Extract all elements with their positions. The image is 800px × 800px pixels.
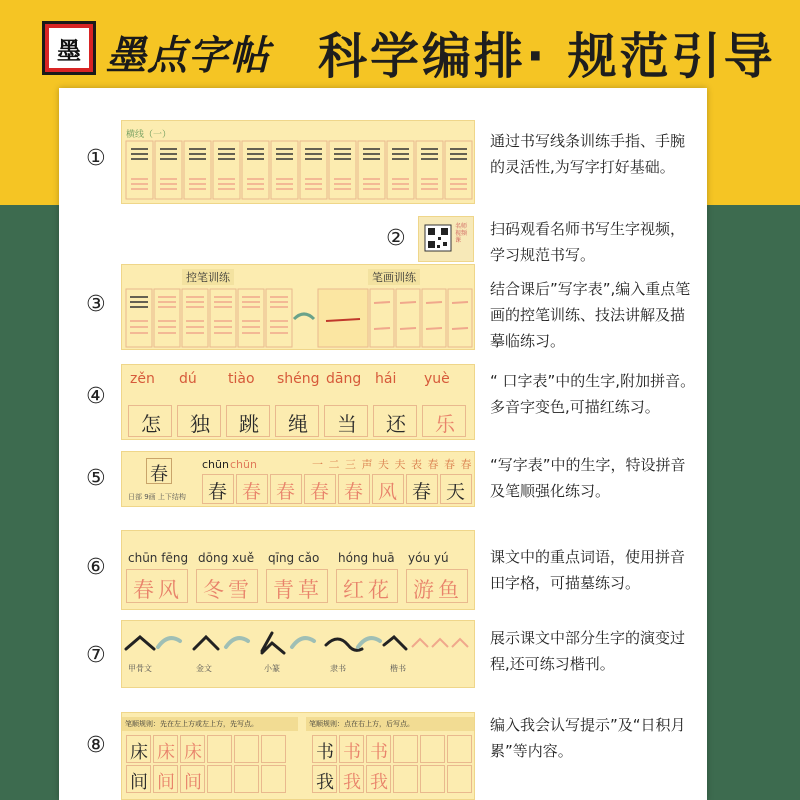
character: 独 xyxy=(190,412,210,436)
trace-line xyxy=(374,328,390,329)
trace-glyph xyxy=(432,639,448,647)
panel-title: 横线（一） xyxy=(126,130,172,140)
character: 还 xyxy=(386,412,406,436)
trace-line xyxy=(400,302,416,303)
character: 怎 xyxy=(141,412,161,436)
line-training-grid xyxy=(122,121,475,204)
pinyin-label: yuè xyxy=(424,371,450,387)
pinyin-label: dāng xyxy=(326,371,362,387)
pinyin-label: zěn xyxy=(130,371,155,387)
practice-cell xyxy=(180,765,205,793)
practice-char: 春 xyxy=(344,481,364,503)
empty-cell xyxy=(234,735,259,763)
qr-panel xyxy=(418,216,474,262)
stroke-rule-left: 笔顺规则：先在左上方或左上方，先写点。 xyxy=(122,717,298,731)
evolution-glyph xyxy=(384,637,406,649)
practice-char: 书 xyxy=(343,742,361,763)
trace-line xyxy=(426,328,442,329)
practice-char: 春 xyxy=(310,481,330,503)
character-cell xyxy=(422,405,466,437)
practice-cell xyxy=(366,765,391,793)
evolution-glyphs xyxy=(122,621,475,688)
grid-cell xyxy=(126,289,152,347)
empty-cell xyxy=(234,765,259,793)
character-cell xyxy=(128,405,172,437)
character: 绳 xyxy=(288,412,308,436)
item-description-5: “写字表”中的生字，特设拼音及笔顺强化练习。 xyxy=(490,456,686,500)
word-pinyin: dōng xuě xyxy=(198,551,255,565)
word-cell xyxy=(126,569,188,603)
word-cell xyxy=(336,569,398,603)
main-char: 春 xyxy=(150,464,168,485)
practice-char: 我 xyxy=(370,772,388,793)
practice-char: 床 xyxy=(184,742,202,763)
word-characters: 青草 xyxy=(273,578,323,602)
trace-line xyxy=(452,302,468,303)
practice-char: 书 xyxy=(370,742,388,763)
stroke-training-label: 笔画训练 xyxy=(368,269,420,285)
grid-cell xyxy=(448,289,472,347)
evolution-glyph xyxy=(194,637,218,649)
item-description-8: 编入我会认写提示”及“日积月累”等内容。 xyxy=(490,716,686,760)
practice-char: 春 xyxy=(276,481,296,503)
trace-line xyxy=(400,328,416,329)
practice-cell xyxy=(304,474,336,504)
trace-line xyxy=(426,302,442,303)
grid-cell xyxy=(396,289,420,347)
word-characters: 红花 xyxy=(343,578,393,602)
grid-cell xyxy=(154,289,180,347)
practice-cell xyxy=(312,735,337,763)
word-pinyin: hóng huā xyxy=(338,551,395,565)
grid-cell xyxy=(266,289,292,347)
item-number-5: ⑤ xyxy=(86,466,106,491)
grid-cell xyxy=(238,289,264,347)
empty-cell xyxy=(261,765,286,793)
practice-char: 书 xyxy=(316,742,334,763)
practice-cell xyxy=(366,735,391,763)
practice-cell xyxy=(202,474,234,504)
character-cell xyxy=(324,405,368,437)
grid-cell xyxy=(210,289,236,347)
pinyin-label: tiào xyxy=(228,371,255,387)
word-cell xyxy=(266,569,328,603)
practice-cell xyxy=(338,474,370,504)
practice-char: 床 xyxy=(130,742,148,763)
practice-cell xyxy=(406,474,438,504)
practice-char: 我 xyxy=(316,772,334,793)
grid-cell xyxy=(370,289,394,347)
empty-cell xyxy=(207,735,232,763)
word-characters: 冬雪 xyxy=(203,578,253,602)
brush-stroke-icon xyxy=(358,638,380,647)
pinyin-label: hái xyxy=(375,371,397,387)
practice-char: 间 xyxy=(184,772,202,793)
brush-stroke-icon xyxy=(226,638,248,647)
main-char-box xyxy=(146,458,172,484)
practice-cell xyxy=(440,474,472,504)
word-characters: 游鱼 xyxy=(413,578,463,602)
practice-char: 风 xyxy=(378,481,398,503)
practice-cell xyxy=(312,765,337,793)
evolution-label: 甲骨文 xyxy=(128,664,152,673)
practice-char: 春 xyxy=(412,481,432,503)
brush-stroke-icon xyxy=(158,638,180,647)
connector-icon xyxy=(294,314,314,319)
practice-char: 春 xyxy=(242,481,262,503)
character-cell xyxy=(275,405,319,437)
practice-char: 间 xyxy=(157,772,175,793)
control-training-label: 控笔训练 xyxy=(182,269,234,285)
character-evolution-panel xyxy=(121,620,475,688)
character-cell xyxy=(177,405,221,437)
trace-glyph xyxy=(412,639,428,647)
word-practice-panel xyxy=(121,530,475,610)
pinyin-character-panel xyxy=(121,364,475,440)
grid-cell xyxy=(422,289,446,347)
practice-char: 我 xyxy=(343,772,361,793)
grid-cell xyxy=(182,289,208,347)
word-pinyin: yóu yú xyxy=(408,551,449,565)
word-pinyin: chūn fēng xyxy=(128,551,189,565)
empty-cell xyxy=(261,735,286,763)
empty-cell xyxy=(447,765,472,793)
character: 当 xyxy=(337,412,357,436)
empty-cell xyxy=(420,765,445,793)
word-cell xyxy=(406,569,468,603)
item-description-6: 课文中的重点词语，使用拼音田字格，可描墓练习。 xyxy=(490,548,686,592)
item-description-4: “ 口字表”中的生字,附加拼音。多音字变色,可描红练习。 xyxy=(490,372,696,416)
practice-char: 春 xyxy=(208,481,228,503)
practice-cell xyxy=(236,474,268,504)
practice-cell xyxy=(270,474,302,504)
stroke-order-panel xyxy=(121,451,475,507)
practice-cell xyxy=(126,735,151,763)
item-number-4: ④ xyxy=(86,384,106,409)
empty-cell xyxy=(393,765,418,793)
trace-glyph xyxy=(452,639,468,647)
item-description-3: 结合课后”写字表”,编入重点笔画的控笔训练、技法讲解及描摹临练习。 xyxy=(490,280,691,350)
evolution-glyph xyxy=(326,639,362,650)
evolution-label: 小篆 xyxy=(264,664,280,673)
practice-char: 天 xyxy=(446,481,466,503)
item-description-7: 展示课文中部分生字的演变过程,还可练习楷刊。 xyxy=(490,629,686,673)
item-number-8: ⑧ xyxy=(86,733,106,758)
technique-box xyxy=(318,289,368,347)
trace-line xyxy=(374,302,390,303)
logo-mark: 墨 xyxy=(49,28,89,68)
item-number-2: ② xyxy=(386,226,406,251)
item-number-7: ⑦ xyxy=(86,643,106,668)
item-number-6: ⑥ xyxy=(86,555,106,580)
empty-cell xyxy=(420,735,445,763)
item-number-3: ③ xyxy=(86,292,106,317)
empty-cell xyxy=(207,765,232,793)
item-description-1: 通过书写线条训练手指、手腕的灵活性,为写字打好基础。 xyxy=(490,132,686,176)
pinyin-label-trace: chūn xyxy=(230,458,257,471)
practice-cell xyxy=(153,765,178,793)
practice-cell xyxy=(339,735,364,763)
character-cell xyxy=(373,405,417,437)
pinyin-label: dú xyxy=(179,371,197,387)
word-characters: 春风 xyxy=(133,578,183,602)
practice-cell xyxy=(372,474,404,504)
character: 乐 xyxy=(435,412,455,436)
practice-char: 床 xyxy=(157,742,175,763)
empty-cell xyxy=(447,735,472,763)
brand-name: 墨点字帖 xyxy=(106,33,270,79)
trace-line xyxy=(452,328,468,329)
evolution-label: 金文 xyxy=(196,664,212,673)
empty-cell xyxy=(393,735,418,763)
stroke-training-panel xyxy=(121,264,475,350)
practice-cell xyxy=(126,765,151,793)
char-info: 日部 9画 上下结构 xyxy=(128,493,186,501)
header xyxy=(0,0,800,88)
practice-cell xyxy=(153,735,178,763)
practice-cell xyxy=(339,765,364,793)
word-pinyin: qīng cǎo xyxy=(268,551,320,565)
evolution-glyph xyxy=(262,633,284,653)
stroke-rule-right: 笔顺规则：点在右上方，后写点。 xyxy=(306,717,475,731)
character-cell xyxy=(226,405,270,437)
line-training-panel xyxy=(121,120,475,204)
slogan: 科学编排· 规范引导 xyxy=(318,28,776,85)
evolution-label: 隶书 xyxy=(330,664,346,673)
item-number-1: ① xyxy=(86,146,106,171)
stroke-training-grid xyxy=(122,265,475,350)
evolution-glyph xyxy=(126,637,154,649)
pinyin-label: shéng xyxy=(277,371,320,387)
pinyin-label: chūn xyxy=(202,458,229,471)
practice-cell xyxy=(180,735,205,763)
stroke-order-sequence: 一 二 三 声 夫 夫 表 春 春 春 xyxy=(312,458,473,471)
word-cell xyxy=(196,569,258,603)
practice-char: 间 xyxy=(130,772,148,793)
logo xyxy=(42,21,96,75)
character: 跳 xyxy=(239,412,259,436)
stroke-rule-panel xyxy=(121,712,475,800)
brush-stroke-icon xyxy=(292,638,314,647)
item-description-2: 扫码观看名师书写生字视频，学习规范书写。 xyxy=(490,220,686,264)
qr-caption: 名师视频课 xyxy=(455,223,468,244)
evolution-label: 楷书 xyxy=(390,664,406,673)
